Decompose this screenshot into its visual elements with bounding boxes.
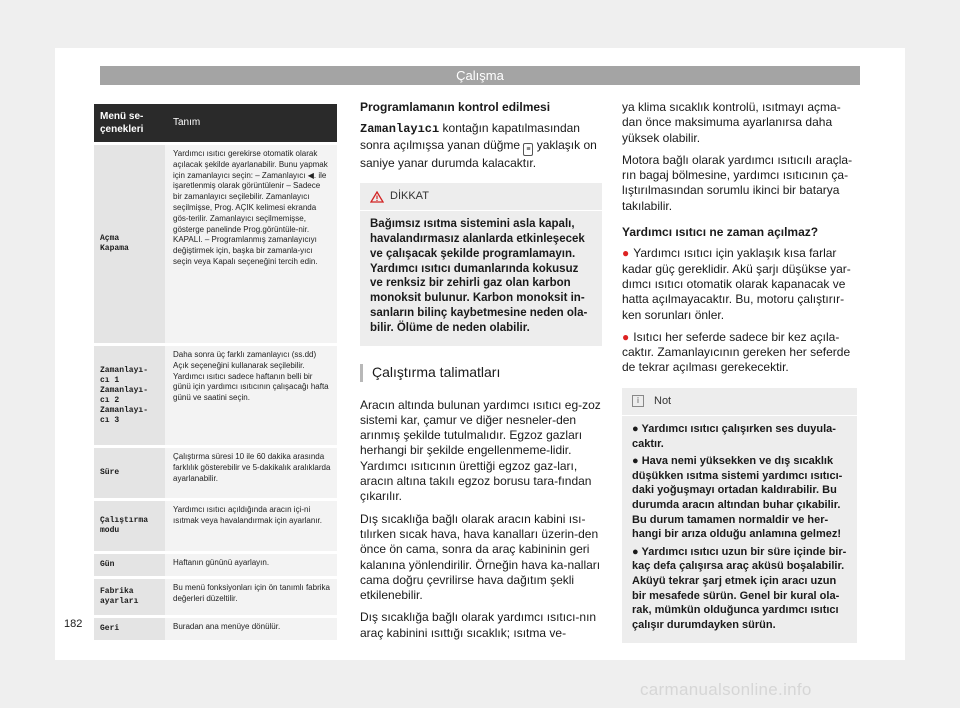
note-item-text: Yardımcı ısıtıcı çalışırken ses duyula-caktır.	[632, 423, 836, 450]
info-icon: i	[632, 395, 644, 407]
section-title	[360, 364, 602, 382]
heater-off-heading: Yardımcı ısıtıcı ne zaman açılmaz?	[622, 225, 819, 240]
row-desc: Çalıştırma süresi 10 ile 60 dakika arasında farklılık gösterebilir ve 5-dakikalık aralıklarda ayarlanabilir.	[165, 448, 337, 498]
bullet-icon: ●	[622, 329, 630, 344]
table-row	[94, 554, 337, 579]
bullet-item	[622, 330, 857, 376]
bullet-icon: ●	[632, 423, 642, 436]
warning-title: DİKKAT	[390, 189, 429, 202]
warning-box	[360, 183, 602, 346]
watermark: carmanualsonline.info	[640, 680, 812, 699]
note-text	[622, 416, 857, 643]
note-header	[622, 388, 857, 416]
bullet-icon: ●	[632, 455, 642, 468]
paragraph: Motora bağlı olarak yardımcı ısıtıcılı araçla-rın bagaj bölmesine, yardımcı ısıtıcının ça-lıştırılmasından sorumlu ikinci bir batarya takılabilir.	[622, 152, 853, 213]
warning-text: Bağımsız ısıtma sistemini asla kapalı, havalandırmasız alanlarda etkinleşecek ve çalışacak şekilde programlamayın. Yardımcı ısıtıcı dumanlarında kokusuz ve renksiz bir zehirli gaz olan karbon monoksit bulunur. Karbon monoksit in-sanların bilinç kaybetmesine neden ola-bilir. Ölüme de neden olabilir.	[370, 218, 588, 334]
programming-check-heading: Programlamanın kontrol edilmesi	[360, 100, 551, 114]
row-label: Açma Kapama	[94, 145, 165, 343]
table-row	[94, 346, 337, 448]
row-label: Süre	[94, 448, 165, 498]
page-title: Çalışma	[100, 66, 860, 85]
note-item	[632, 454, 847, 542]
heater-button-icon: ≡	[523, 143, 533, 156]
row-label: Çalıştırma modu	[94, 501, 165, 551]
table-row	[94, 579, 337, 618]
row-desc: Buradan ana menüye dönülür.	[165, 618, 337, 640]
note-box	[622, 388, 857, 644]
bullet-icon: ●	[622, 246, 630, 261]
section-bar	[360, 364, 363, 382]
note-item	[632, 422, 847, 451]
note-item-text: Yardımcı ısıtıcı uzun bir süre içinde bir-kaç defa çalışırsa araç aküsü boşalabilir. Aküyü tekrar şarj etmek için aracı uzun bir mesafede sürün. Genel bir kural ola-rak, mümkün olduğunca yardımcı ısıtıcı çalışır durumdayken sürün.	[632, 545, 847, 631]
table-row	[94, 501, 337, 554]
table-row	[94, 145, 337, 346]
row-desc: Yardımcı ısıtıcı gerekirse otomatik olarak açılacak şekilde ayarlanabilir. Bunu yapmak için zamanlayıcı seçin: – Zamanlayıcı ◀. ile işaretlenmiş olarak görüntülenir – Sadece bir zamanlayıcı seçilebilir. Zamanlayıcı seçilmişse, Prog. AÇIK kelimesi ekranda gös-terilir. Zamanlayıcı seçilmemişse, gösterge panelinde Prog.görüntüle-nir. KAPALI. – Programlanmış zamanlayıcıyı değiştirmek için, başka bir zamanla-yıcı seçin veya Kapalı seçeneğini tercih edin.	[165, 145, 337, 343]
row-desc: Haftanın gününü ayarlayın.	[165, 554, 337, 576]
paragraph: Dış sıcaklığa bağlı olarak aracın kabini ısı-tılırken sıcak hava, hava kanalları üzerin-den önce ön cama, sonra da araç kabininin geri kalanına yönlendirilir. Örneğin hava ka-nalları cama doğru çevrilirse hava dağıtım şekli etkilenebilir.	[360, 511, 601, 603]
row-label: Fabrika ayarları	[94, 579, 165, 615]
paragraph: Dış sıcaklığa bağlı olarak yardımcı ısıtıcı-nın araç kabinini ısıttığı sıcaklık; ısıtma ve-	[360, 610, 597, 640]
header-cell-desc: Tanım	[165, 104, 337, 142]
column-right	[622, 100, 857, 643]
text-part: yaklaşık on saniye yanar durumda kalacaktır.	[360, 137, 597, 170]
header-cell-menu: Menü se- çenekleri	[94, 104, 165, 142]
table-row	[94, 448, 337, 501]
row-label: Zamanlayı- cı 1 Zamanlayı- cı 2 Zamanlayı- cı 3	[94, 346, 165, 445]
note-title: Not	[654, 394, 672, 407]
section-title-text: Çalıştırma talimatları	[372, 363, 501, 380]
row-label: Geri	[94, 618, 165, 640]
row-label: Gün	[94, 554, 165, 576]
paragraph: ya klima sıcaklık kontrolü, ısıtmayı açma-dan önce maksimuma ayarlanırsa daha yüksek olabilir.	[622, 100, 841, 145]
warning-header	[360, 183, 602, 211]
bullet-item	[622, 246, 857, 322]
programming-check-text	[360, 121, 602, 171]
row-desc: Yardımcı ısıtıcı açıldığında aracın içi-ni ısıtmak veya havalandırmak için ayarlanır.	[165, 501, 337, 551]
paragraph: Aracın altında bulunan yardımcı ısıtıcı eg-zoz sistemi kar, çamur ve diğer nesneler-den arınmış şekilde tutulmalıdır. Egzoz gazları herhangi bir şekilde engellenmeme-lidir. Yardımcı ısıtıcının ürettiği egzoz gaz-ları, aracın altına takılı egzoz borusu tara-fından çıkarılır.	[360, 397, 601, 504]
note-item-text: Hava nemi yüksekken ve dış sıcaklık düşükken ısıtma sistemi yardımcı ısıtıcı-daki yoğuşmayı ortadan kaldırabilir. Bu durumda aracın altından buhar çıkabilir. Bu durum tamamen normaldir ve her-hangi bir arıza olduğu anlamına gelmez!	[632, 455, 843, 541]
page-number: 182	[64, 618, 83, 630]
menu-options-table	[94, 104, 337, 643]
column-middle	[360, 100, 602, 648]
table-row	[94, 618, 337, 643]
text-part: kontağın kapatılmasından sonra açılmışsa yanan düğme	[360, 121, 580, 152]
row-desc: Bu menü fonksiyonları için ön tanımlı fabrika değerleri düzeltilir.	[165, 579, 337, 615]
warning-icon	[370, 191, 384, 203]
bullet-text: Isıtıcı her seferde sadece bir kez açıla-caktır. Zamanlayıcının gereken her seferde de tekrar açılması gerekecektir.	[622, 329, 851, 375]
row-desc: Daha sonra üç farklı zamanlayıcı (ss.dd) Açık seçeneğini kullanarak seçilebilir. Yardımcı ısıtıcı sadece haftanın belli bir günü için yardımcı ısıtıcının çalışacağı hafta günü ve saatini seçin.	[165, 346, 337, 445]
note-item	[632, 545, 847, 633]
timer-label: Zamanlayıcı	[360, 122, 440, 137]
bullet-text: Yardımcı ısıtıcı için yaklaşık kısa farlar kadar güç gereklidir. Akü şarjı düşükse yar-dımcı ısıtıcı otomatik olarak kapanacak ve hatta açılmayacaktır. Bu, motoru çalıştırır-ken sorunları önler.	[622, 246, 851, 322]
table-header	[94, 104, 337, 145]
bullet-icon: ●	[632, 545, 642, 558]
